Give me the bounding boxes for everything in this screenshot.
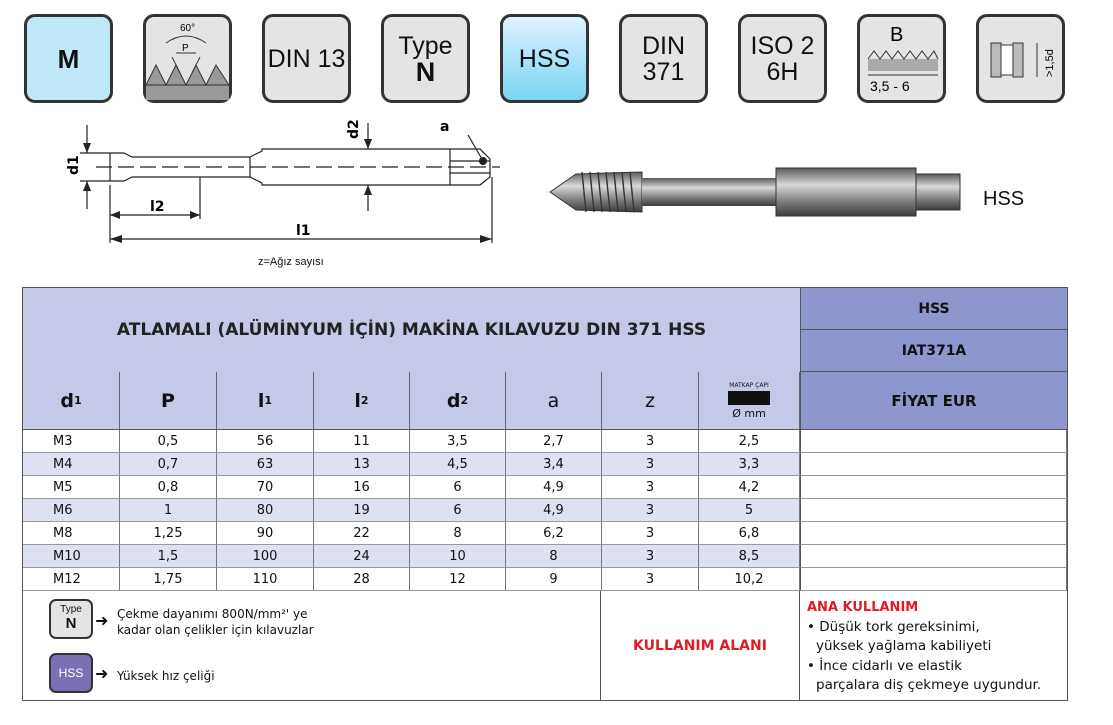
table-cell: 3,5 bbox=[410, 430, 506, 453]
drill-header-label: MATKAP ÇAPI bbox=[729, 381, 769, 389]
col-header-price: FİYAT EUR bbox=[800, 372, 1067, 430]
table-cell: 1,5 bbox=[120, 545, 217, 568]
din371-label-b: 371 bbox=[642, 57, 685, 86]
col-header-d2-sub: 2 bbox=[460, 394, 469, 407]
main-use-title: ANA KULLANIM bbox=[807, 600, 919, 615]
table-cell: 3 bbox=[602, 453, 699, 476]
table-cell: M5 bbox=[23, 476, 120, 499]
arrow-icon: ➜ bbox=[95, 664, 109, 683]
legend-type-text-1: Çekme dayanımı 800N/mm²' ye bbox=[117, 607, 308, 621]
chamfer-icon-box bbox=[857, 14, 946, 103]
type-value: N bbox=[415, 56, 436, 87]
table-cell: 4,2 bbox=[699, 476, 800, 499]
thread-profile-icon-box bbox=[143, 14, 232, 103]
table-cell: 5 bbox=[699, 499, 800, 522]
table-cell: 2,7 bbox=[506, 430, 602, 453]
col-header-l1-sub: 1 bbox=[264, 394, 273, 407]
price-cell bbox=[800, 430, 1067, 453]
table-cell: 6,8 bbox=[699, 522, 800, 545]
price-cell bbox=[800, 476, 1067, 499]
col-header-d1-text: d bbox=[60, 389, 74, 412]
table-cell: 0,7 bbox=[120, 453, 217, 476]
col-header-l2 bbox=[314, 372, 410, 430]
table-cell: 8 bbox=[506, 545, 602, 568]
table-cell: 24 bbox=[314, 545, 410, 568]
table-cell: 3,3 bbox=[699, 453, 800, 476]
table-cell: 80 bbox=[217, 499, 314, 522]
price-cell bbox=[800, 453, 1067, 476]
drill-unit-label: Ø mm bbox=[732, 406, 766, 420]
din13-icon-box bbox=[262, 14, 351, 103]
table-cell: 11 bbox=[314, 430, 410, 453]
main-use-line4: parçalara diş çekmeye uygundur. bbox=[816, 677, 1042, 693]
tap-photo bbox=[546, 150, 966, 230]
col-header-a bbox=[506, 372, 602, 430]
chamfer-icon bbox=[860, 17, 943, 100]
table-cell: 110 bbox=[217, 568, 314, 591]
table-cell: M3 bbox=[23, 430, 120, 453]
price-cell bbox=[800, 568, 1067, 591]
table-cell: 56 bbox=[217, 430, 314, 453]
col-header-z bbox=[602, 372, 699, 430]
legend-area bbox=[23, 591, 600, 701]
metric-label: M bbox=[57, 43, 80, 74]
main-use-line2: yüksek yağlama kabiliyeti bbox=[816, 638, 992, 654]
product-code-header: IAT371A bbox=[800, 330, 1067, 372]
table-cell: 1 bbox=[120, 499, 217, 522]
table-cell: 8,5 bbox=[699, 545, 800, 568]
table-cell: 6 bbox=[410, 476, 506, 499]
l2-label: l2 bbox=[150, 199, 165, 215]
table-cell: 100 bbox=[217, 545, 314, 568]
main-use-line1: • Düşük tork gereksinimi, bbox=[807, 618, 980, 635]
table-cell: 4,9 bbox=[506, 476, 602, 499]
thread-depth-icon bbox=[979, 17, 1062, 100]
col-header-l1 bbox=[217, 372, 314, 430]
legend-hss-box: HSS bbox=[49, 653, 93, 693]
table-cell: 22 bbox=[314, 522, 410, 545]
thread-depth-icon-box bbox=[976, 14, 1065, 103]
hss-icon-box bbox=[500, 14, 589, 103]
table-row bbox=[23, 522, 1067, 545]
type-n-icon-box bbox=[381, 14, 470, 103]
main-use-line3: • İnce cidarlı ve elastik bbox=[807, 657, 962, 674]
table-cell: 0,5 bbox=[120, 430, 217, 453]
table-cell: M12 bbox=[23, 568, 120, 591]
l1-label: l1 bbox=[296, 223, 311, 239]
col-header-l2-sub: 2 bbox=[360, 394, 369, 407]
table-row bbox=[23, 545, 1067, 568]
table-cell: 16 bbox=[314, 476, 410, 499]
table-row bbox=[23, 568, 1067, 591]
table-cell: 2,5 bbox=[699, 430, 800, 453]
col-header-drill bbox=[699, 372, 800, 430]
table-cell: 3 bbox=[602, 568, 699, 591]
table-cell: 4,5 bbox=[410, 453, 506, 476]
table-title: ATLAMALI (ALÜMİNYUM İÇİN) MAKİNA KILAVUZU DIN 371 HSS bbox=[23, 288, 800, 373]
col-header-pitch-text: P bbox=[161, 389, 175, 412]
table-cell: 3 bbox=[602, 430, 699, 453]
d2-label: d2 bbox=[346, 119, 362, 139]
legend-type-text bbox=[117, 606, 314, 638]
table-cell: M6 bbox=[23, 499, 120, 522]
type-label: Type bbox=[398, 31, 453, 60]
usage-area-label: KULLANIM ALANI bbox=[600, 591, 800, 701]
table-cell: 3 bbox=[602, 545, 699, 568]
material-header: HSS bbox=[800, 288, 1067, 330]
din371-icon-box bbox=[619, 14, 708, 103]
table-cell: 28 bbox=[314, 568, 410, 591]
table-cell: 70 bbox=[217, 476, 314, 499]
legend-type-n-box bbox=[49, 599, 93, 639]
metric-thread-icon-box bbox=[24, 14, 113, 103]
din13-label: DIN 13 bbox=[267, 44, 346, 73]
price-cell bbox=[800, 499, 1067, 522]
legend-type-top: Type bbox=[60, 604, 82, 615]
table-cell: 6,2 bbox=[506, 522, 602, 545]
drill-bit-icon bbox=[728, 391, 770, 405]
d1-label: d1 bbox=[66, 155, 82, 175]
table-cell: 3 bbox=[602, 476, 699, 499]
col-header-pitch bbox=[120, 372, 217, 430]
thread-profile-icon bbox=[146, 17, 229, 100]
a-label: a bbox=[440, 119, 450, 135]
table-cell: 4,9 bbox=[506, 499, 602, 522]
iso-label-a: ISO 2 bbox=[750, 31, 815, 60]
col-header-l1-text: l bbox=[257, 389, 265, 412]
table-cell: 10 bbox=[410, 545, 506, 568]
table-cell: 12 bbox=[410, 568, 506, 591]
angle-label: 60° bbox=[180, 23, 196, 34]
legend-hss-text: Yüksek hız çeliği bbox=[117, 669, 215, 683]
col-header-a-text: a bbox=[547, 389, 560, 412]
table-row bbox=[23, 499, 1067, 522]
table-row bbox=[23, 476, 1067, 499]
pitch-label: P bbox=[182, 43, 189, 54]
legend-type-bottom: N bbox=[65, 615, 77, 632]
table-cell: M4 bbox=[23, 453, 120, 476]
table-cell: 63 bbox=[217, 453, 314, 476]
photo-material-label: HSS bbox=[983, 188, 1025, 210]
iso-label-b: 6H bbox=[766, 57, 799, 86]
din371-label-a: DIN bbox=[641, 31, 686, 60]
arrow-icon: ➜ bbox=[95, 611, 109, 630]
table-cell: 13 bbox=[314, 453, 410, 476]
table-cell: 6 bbox=[410, 499, 506, 522]
table-row bbox=[23, 453, 1067, 476]
price-cell bbox=[800, 522, 1067, 545]
table-cell: 8 bbox=[410, 522, 506, 545]
table-cell: 1,75 bbox=[120, 568, 217, 591]
table-cell: 3,4 bbox=[506, 453, 602, 476]
chamfer-range: 3,5 - 6 bbox=[870, 78, 910, 94]
col-header-d2-text: d bbox=[446, 389, 461, 412]
col-header-d2 bbox=[410, 372, 506, 430]
col-header-d1 bbox=[23, 372, 120, 430]
table-cell: 9 bbox=[506, 568, 602, 591]
main-use-block bbox=[807, 598, 1065, 696]
price-cell bbox=[800, 545, 1067, 568]
col-header-l2-text: l bbox=[354, 389, 361, 412]
tap-technical-drawing bbox=[50, 115, 510, 275]
flutes-caption: z=Ağız sayısı bbox=[258, 256, 324, 268]
col-header-z-text: z bbox=[645, 389, 655, 412]
chamfer-label: B bbox=[890, 24, 904, 46]
table-cell: 0,8 bbox=[120, 476, 217, 499]
table-cell: 90 bbox=[217, 522, 314, 545]
iso-tolerance-icon-box bbox=[738, 14, 827, 103]
legend-type-text-2: kadar olan çelikler için kılavuzlar bbox=[117, 623, 314, 637]
table-cell: 19 bbox=[314, 499, 410, 522]
table-cell: 10,2 bbox=[699, 568, 800, 591]
table-cell: 3 bbox=[602, 522, 699, 545]
col-header-d1-sub: 1 bbox=[73, 394, 82, 407]
table-cell: 1,25 bbox=[120, 522, 217, 545]
table-cell: 3 bbox=[602, 499, 699, 522]
hss-label: HSS bbox=[518, 44, 571, 73]
table-row bbox=[23, 430, 1067, 453]
table-cell: M8 bbox=[23, 522, 120, 545]
tap-specification-table bbox=[22, 287, 1068, 701]
depth-label: >1,5d bbox=[1044, 49, 1056, 77]
table-cell: M10 bbox=[23, 545, 120, 568]
